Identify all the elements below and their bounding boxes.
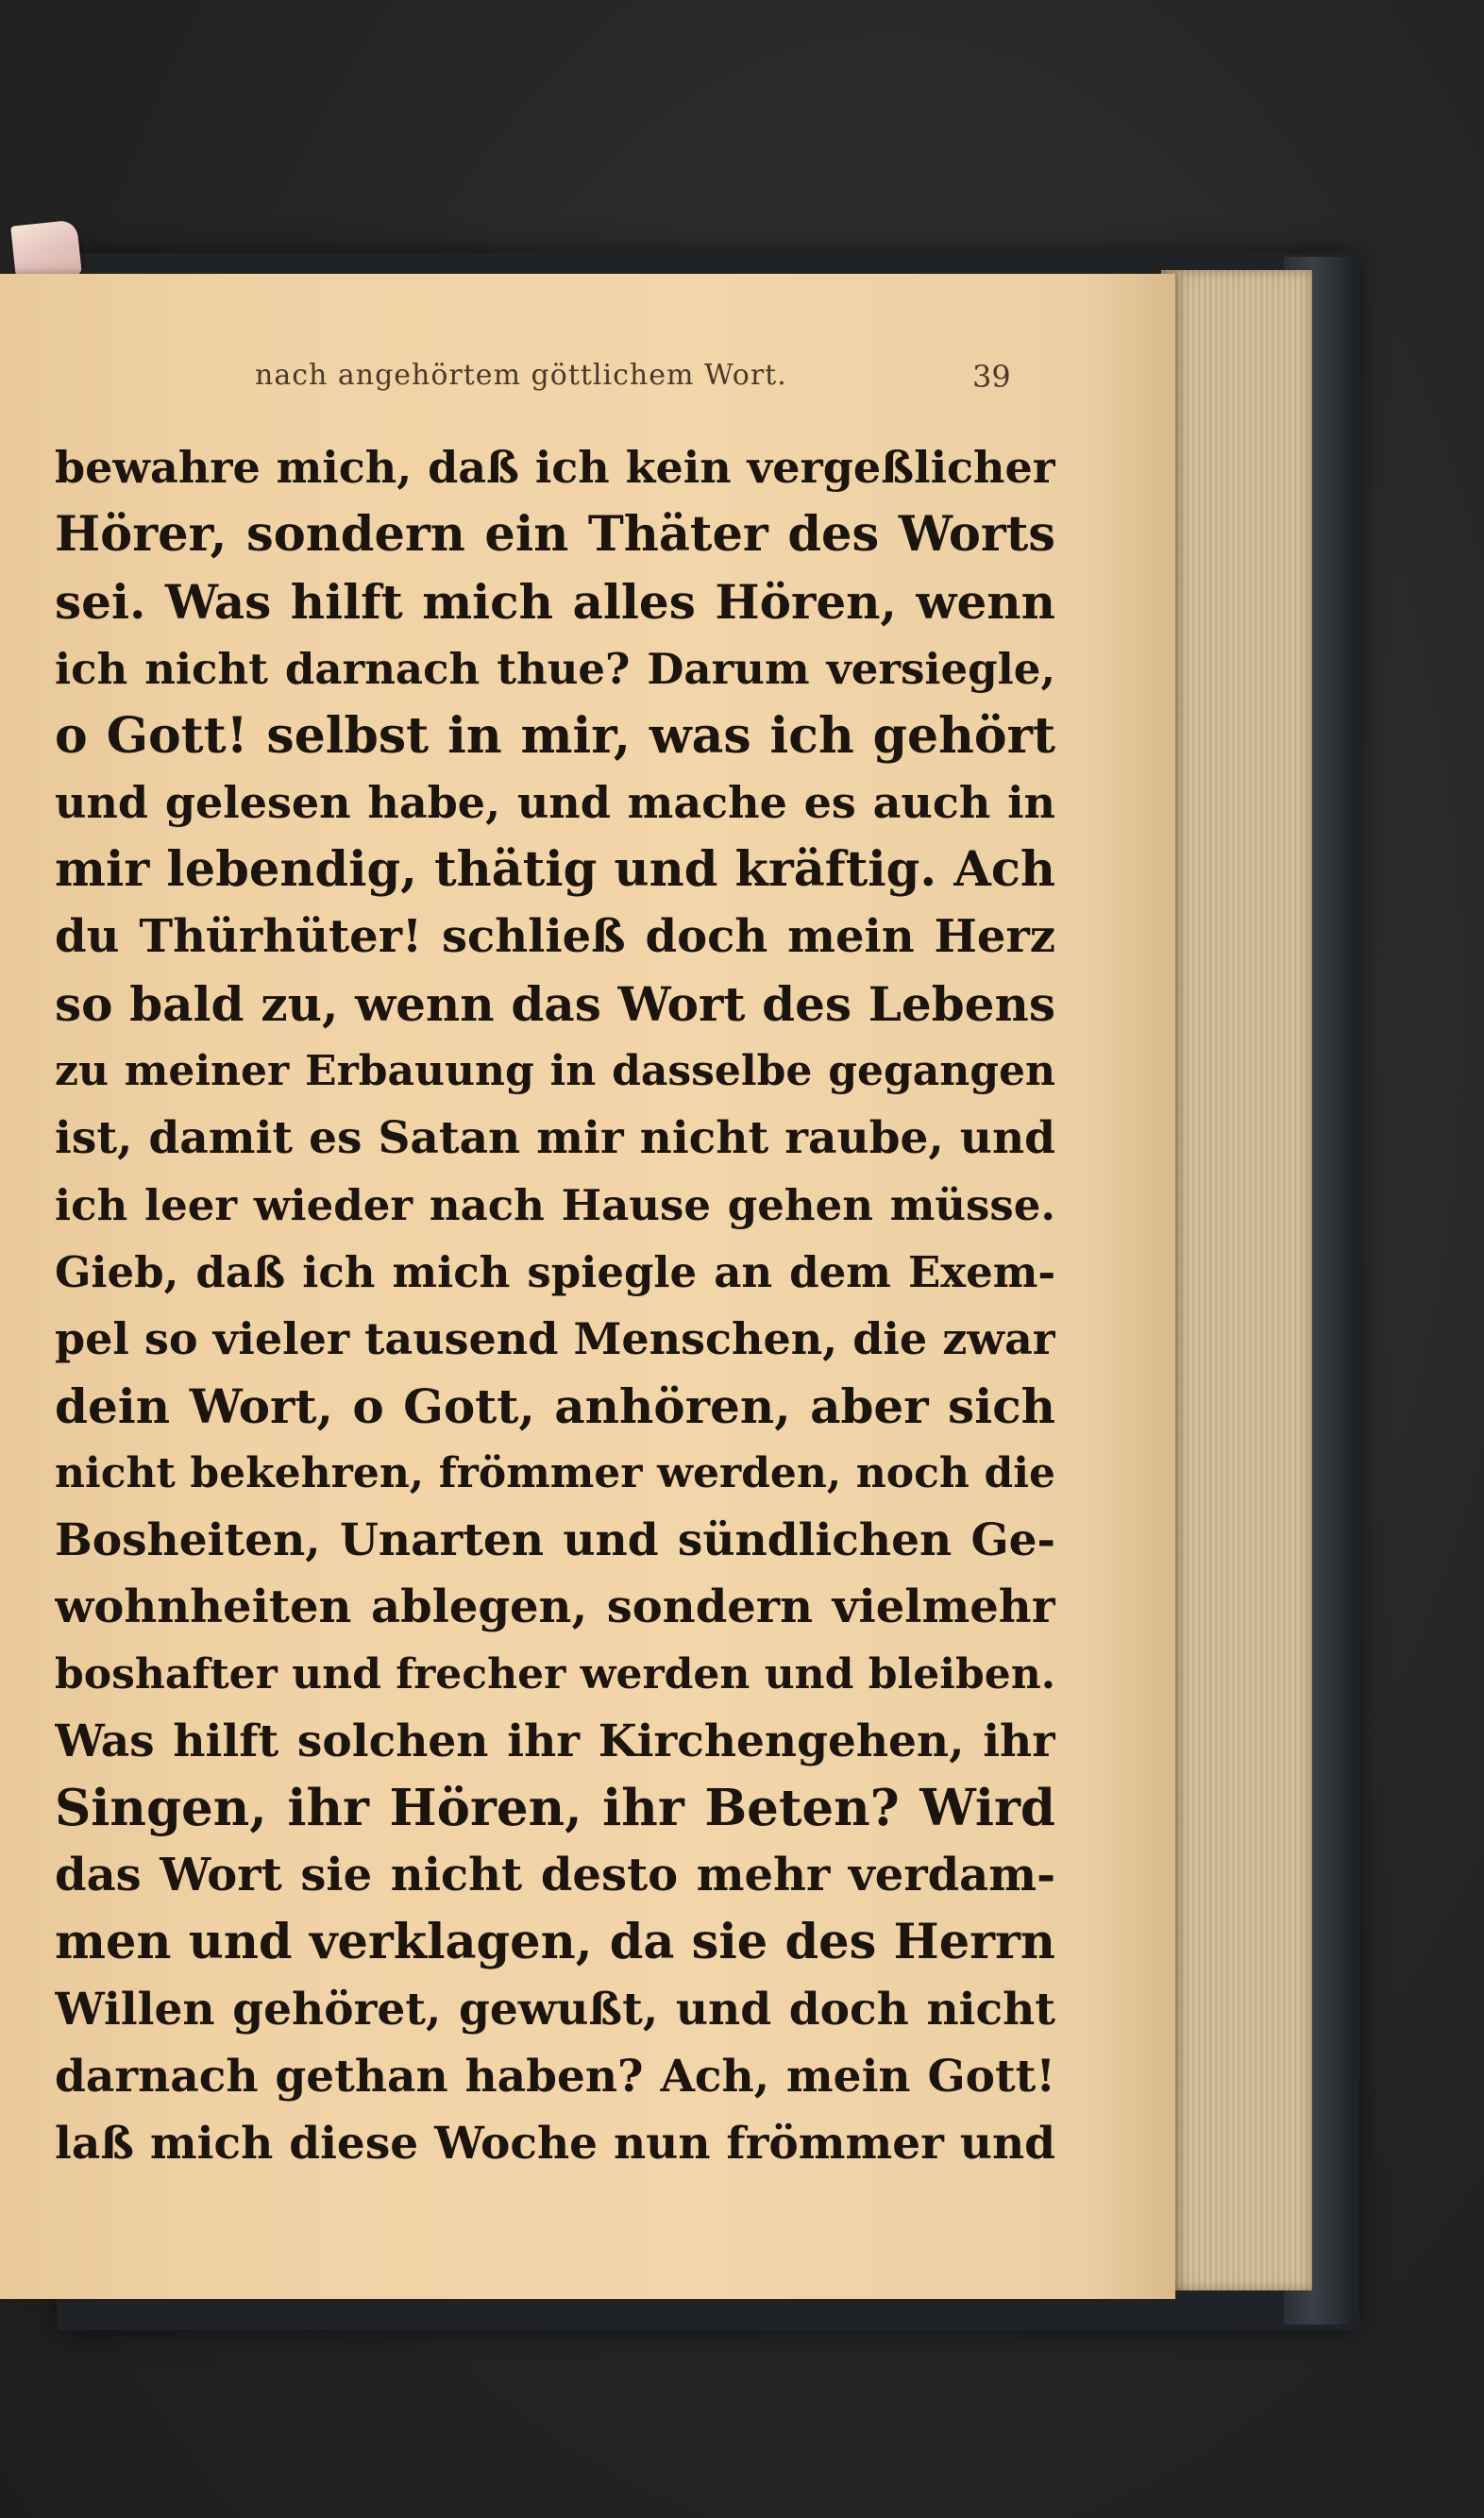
text-line: men und verklagen, da sie des Herrn: [55, 1914, 1055, 1970]
text-line: Gieb, daß ich mich spiegle an dem Exem-: [55, 1247, 1055, 1297]
text-line: nicht bekehren, frömmer werden, noch die: [55, 1449, 1055, 1497]
text-line: ich leer wieder nach Hause gehen müsse.: [55, 1180, 1055, 1230]
text-line: o Gott! selbst in mir, was ich gehört: [55, 707, 1055, 765]
text-line: so bald zu, wenn das Wort des Lebens: [55, 976, 1055, 1032]
page-number: 39: [972, 359, 1011, 395]
page-edges: [1161, 270, 1312, 2290]
text-line: zu meiner Erbauung in dasselbe gegangen: [55, 1047, 1055, 1095]
text-line: bewahre mich, daß ich kein vergeßlicher: [55, 442, 1055, 493]
text-line: ich nicht darnach thue? Darum versiegle,: [55, 644, 1055, 694]
text-line: boshafter und frecher werden und bleiben.: [55, 1650, 1055, 1698]
body-text: [55, 434, 1055, 2177]
text-line: laß mich diese Woche nun frömmer und: [55, 2118, 1055, 2170]
text-line: Was hilft solchen ihr Kirchengehen, ihr: [55, 1715, 1055, 1767]
text-line: Bosheiten, Unarten und sündlichen Ge-: [55, 1514, 1055, 1566]
text-line: pel so vieler tausend Menschen, die zwar: [55, 1313, 1055, 1364]
text-line: Hörer, sondern ein Thäter des Worts: [55, 506, 1055, 563]
text-line: dein Wort, o Gott, anhören, aber sich: [55, 1378, 1055, 1434]
text-line: darnach gethan haben? Ach, mein Gott!: [55, 2051, 1055, 2103]
running-head: nach angehörtem göttlichem Wort.: [255, 359, 787, 392]
text-line: wohnheiten ablegen, sondern vielmehr: [55, 1580, 1055, 1633]
bookmark-ribbon: [10, 220, 82, 281]
text-line: und gelesen habe, und mache es auch in: [55, 777, 1055, 828]
text-line: du Thürhüter! schließ doch mein Herz: [55, 910, 1055, 963]
text-line: ist, damit es Satan mir nicht raube, und: [55, 1112, 1055, 1164]
text-line: Willen gehöret, gewußt, und doch nicht: [55, 1984, 1055, 2036]
text-line: mir lebendig, thätig und kräftig. Ach: [55, 841, 1055, 898]
text-line: das Wort sie nicht desto mehr verdam-: [55, 1849, 1055, 1901]
text-line: Singen, ihr Hören, ihr Beten? Wird: [55, 1779, 1055, 1837]
text-line: sei. Was hilft mich alles Hören, wenn: [55, 574, 1055, 630]
